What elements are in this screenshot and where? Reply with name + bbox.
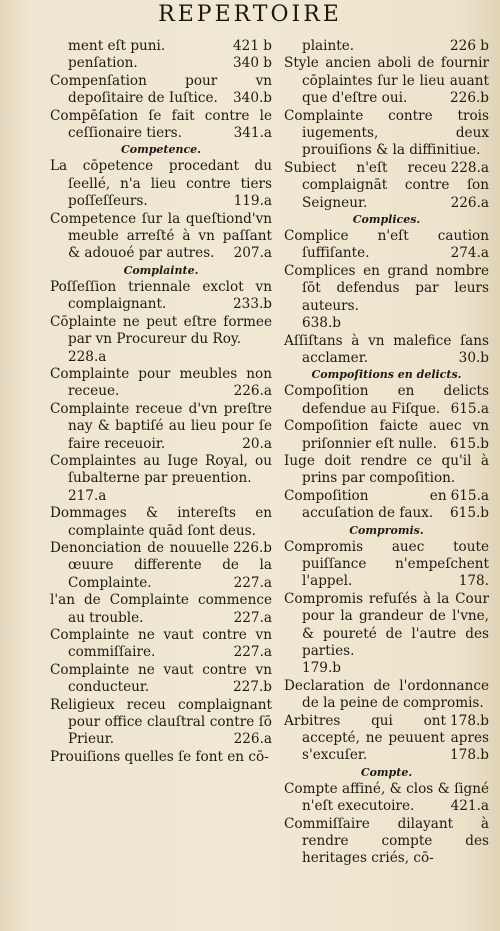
entry-text: Dommages & intereſts en complainte quād ſont deus. bbox=[50, 505, 272, 539]
index-entry bbox=[284, 677, 489, 729]
index-entry bbox=[50, 592, 272, 627]
entry-text: Arbitres qui ont accepté, ne peuuent apres s'excuſer. bbox=[284, 712, 489, 764]
index-entry bbox=[284, 263, 489, 315]
entry-text: Competence ſur la queſtiond'vn meuble arreſté à vn paſſant & adouoé par autres. bbox=[50, 210, 272, 262]
page-reference-line bbox=[50, 488, 272, 505]
index-entry bbox=[50, 73, 272, 108]
section-heading: Compte. bbox=[360, 765, 413, 779]
running-header: REPERTOIRE bbox=[158, 2, 342, 27]
entry-text: Religieux receu complaignant pour office clauſtral contre ſō Prieur. bbox=[50, 696, 272, 748]
index-entry bbox=[50, 401, 272, 453]
index-entry bbox=[50, 314, 272, 349]
page-reference: 228.a bbox=[450, 159, 489, 176]
section-heading: Compoſitions en delicts. bbox=[311, 368, 462, 382]
entry-text: Cōplainte ne peut eſtre formee par vn Procureur du Roy. bbox=[50, 313, 272, 348]
page-reference: 30.b bbox=[458, 349, 489, 366]
index-entry bbox=[50, 749, 272, 766]
entry-text: ment eſt puni. bbox=[68, 38, 166, 54]
index-entry bbox=[50, 662, 272, 697]
page-reference: 227.a bbox=[233, 644, 272, 661]
page-reference: 227.a bbox=[233, 609, 272, 626]
page-reference-line bbox=[284, 660, 489, 677]
page-reference: 226.a bbox=[233, 383, 272, 400]
entry-text: Compenſation pour vn depoſitaire de Iuſtice. bbox=[50, 72, 272, 107]
page-reference: 119.a bbox=[233, 193, 272, 210]
index-entry bbox=[50, 453, 272, 488]
page-reference-line bbox=[284, 315, 489, 332]
entry-text: Commiſſaire dilayant à rendre compte des heritages criés, cō- bbox=[284, 815, 489, 867]
page-reference: 226.b bbox=[450, 90, 489, 107]
index-entry bbox=[284, 228, 489, 263]
entry-text: Complice n'eſt caution ſuffiſante. bbox=[284, 228, 489, 262]
index-entry bbox=[284, 452, 489, 504]
entry-text: Complices en grand nombre ſōt defendus par leurs auteurs. bbox=[284, 262, 489, 314]
page-reference: 228.a bbox=[68, 348, 107, 365]
index-entry-continued bbox=[50, 38, 272, 55]
entry-text: Complaintes au Iuge Royal, ou ſubalterne par preuention. bbox=[50, 452, 272, 487]
page-reference: 226.a bbox=[450, 194, 489, 211]
page-reference: 233.b bbox=[233, 296, 272, 313]
entry-text: Iuge doit rendre ce qu'il à prins par compoſition. bbox=[284, 452, 489, 487]
index-entry bbox=[284, 107, 489, 176]
index-entry-continued bbox=[50, 55, 272, 72]
page-reference-line bbox=[50, 349, 272, 366]
entry-text: Aſſiſtans à vn malefice ſans acclamer. bbox=[284, 332, 489, 366]
entry-text: Complainte ne vaut contre vn conducteur. bbox=[50, 661, 272, 696]
index-entry bbox=[50, 211, 272, 263]
index-entry bbox=[284, 781, 489, 816]
index-entry bbox=[50, 158, 272, 210]
index-entry bbox=[50, 108, 272, 143]
entry-text: Compoſition en accuſation de faux. bbox=[284, 487, 447, 522]
right-column bbox=[284, 38, 489, 868]
entry-text: Complainte ne vaut contre vn commiſſaire. bbox=[50, 627, 272, 661]
entry-text: La cōpetence procedant du ſeellé, n'a lieu contre tiers poſſeſſeurs. bbox=[50, 158, 272, 210]
index-entry bbox=[284, 418, 489, 453]
page-reference: 226 b bbox=[450, 38, 489, 54]
entry-text: Style ancien aboli de fournir cōplaintes ſur le lieu auant que d'eſtre oui. bbox=[284, 55, 489, 107]
index-entry bbox=[50, 366, 272, 401]
entry-text: Compromis auec toute puiſſance n'empeſchent l'appel. bbox=[284, 538, 489, 590]
index-entry bbox=[284, 591, 489, 661]
entry-text: Subiect n'eſt receu complaignāt contre ſon Seigneur. bbox=[284, 159, 489, 211]
page-reference: 274.a bbox=[450, 245, 489, 262]
index-entry bbox=[284, 333, 489, 368]
page-reference: 207.a bbox=[233, 245, 272, 262]
left-column bbox=[50, 38, 272, 766]
index-entry bbox=[284, 383, 489, 418]
entry-text: Denonciation de nouuelle œuure differente de la Complainte. bbox=[50, 539, 272, 591]
entry-text: Complainte receue d'vn preſtre nay & baptiſé au lieu pour ſe faire receuoir. bbox=[50, 400, 272, 452]
index-entry bbox=[50, 505, 272, 556]
index-entry bbox=[50, 279, 272, 314]
entry-text: Complainte pour meubles non receue. bbox=[50, 365, 272, 400]
page-reference: 340 b bbox=[233, 55, 272, 72]
entry-text: Poſſeſſion triennale exclot vn complaignant. bbox=[50, 278, 272, 313]
entry-text: Compromis refuſés à la Cour pour la grandeur de l'vne, & poureté de l'autre des parties. bbox=[284, 590, 489, 659]
page-reference: 421.a bbox=[450, 798, 489, 815]
index-entry bbox=[284, 816, 489, 868]
index-entry bbox=[50, 627, 272, 662]
page-reference: 20.a bbox=[242, 435, 272, 452]
page-reference: 178. bbox=[458, 573, 489, 590]
section-heading: Complices. bbox=[352, 213, 421, 227]
entry-text: Declaration de l'ordonnance de la peine de compromis. bbox=[284, 677, 489, 712]
entry-text: penſation. bbox=[68, 55, 138, 72]
index-entry-continued bbox=[284, 38, 489, 55]
page-reference: 226.b bbox=[233, 539, 272, 556]
page-reference: 178.b bbox=[450, 712, 489, 729]
page-reference: 217.a bbox=[68, 487, 107, 504]
page-reference: 227.b bbox=[233, 679, 272, 696]
section-heading: Compromis. bbox=[349, 523, 424, 537]
entry-text: l'an de Complainte commence au trouble. bbox=[50, 592, 272, 626]
page-reference: 179.b bbox=[302, 660, 341, 677]
page-reference: 615.a bbox=[450, 487, 489, 504]
page-reference: 615.b bbox=[450, 505, 489, 522]
entry-text: Prouiſions quelles ſe font en cō- bbox=[50, 748, 269, 765]
index-entry bbox=[284, 55, 489, 107]
page-reference: 341.a bbox=[233, 125, 272, 142]
index-entry bbox=[284, 539, 489, 591]
page-reference: 227.a bbox=[233, 574, 272, 591]
page-reference: 226.a bbox=[233, 731, 272, 748]
entry-text: Compte affiné, & clos & ſigné n'eſt executoire. bbox=[284, 780, 489, 815]
page-reference: 340.b bbox=[233, 90, 272, 107]
page-reference: 615.a bbox=[450, 400, 489, 417]
entry-text: Compoſition en delicts defendue au Fiſque. bbox=[284, 383, 489, 417]
page-reference: 615.b bbox=[450, 435, 489, 452]
page-reference: 638.b bbox=[302, 315, 341, 332]
section-heading: Competence. bbox=[120, 143, 202, 157]
entry-text: Compoſition faicte auec vn priſonnier eſt nulle. bbox=[284, 418, 489, 452]
page-reference: 178.b bbox=[450, 747, 489, 764]
entry-text: Complainte contre trois iugements, deux prouiſions & la diffinitiue. bbox=[284, 107, 489, 159]
index-entry bbox=[50, 697, 272, 749]
section-heading: Complainte. bbox=[123, 263, 199, 277]
entry-text: plainte. bbox=[302, 38, 355, 54]
entry-text: Compēſation ſe fait contre le ceſſionaire tiers. bbox=[50, 107, 272, 142]
page-reference: 421 b bbox=[233, 38, 272, 54]
